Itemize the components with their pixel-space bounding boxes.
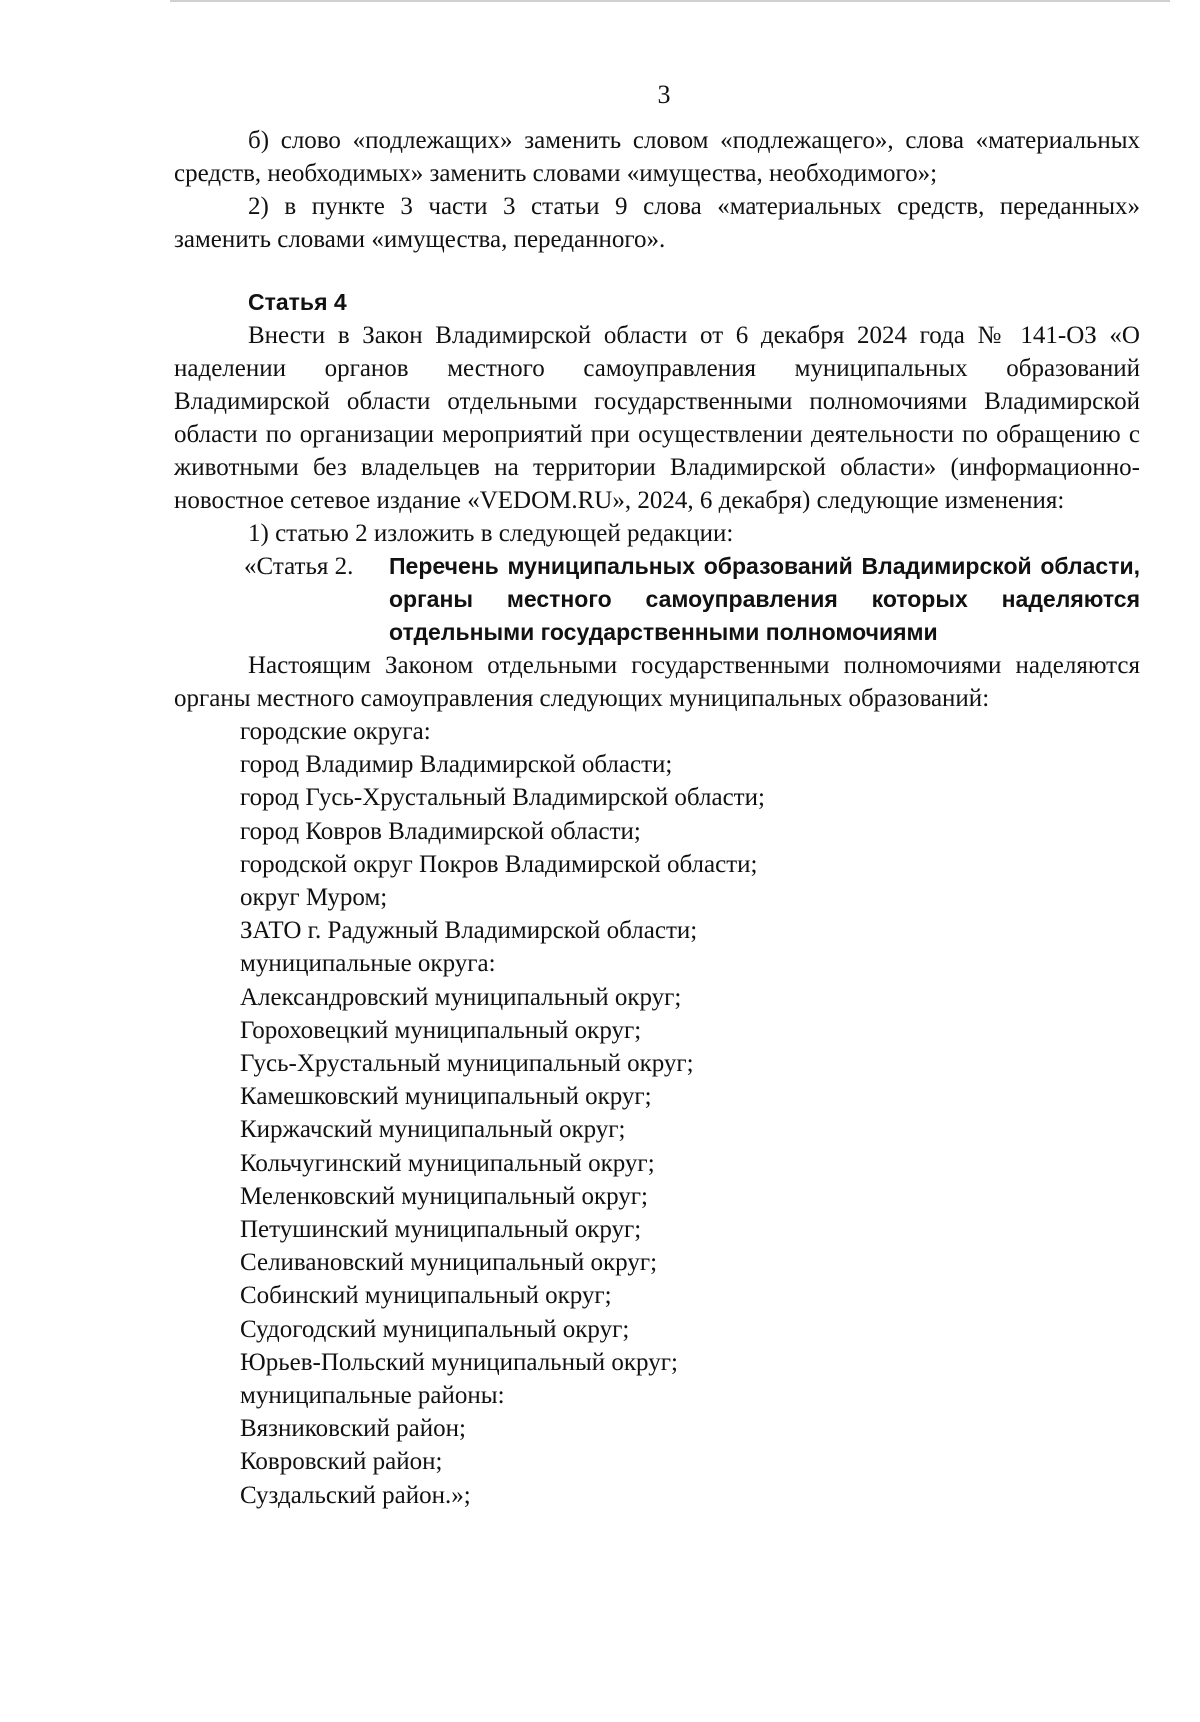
list-item: Петушинский муниципальный округ; xyxy=(240,1216,642,1244)
list-item: Гороховецкий муниципальный округ; xyxy=(240,1016,642,1044)
list-item: городской округ Покров Владимирской области; xyxy=(240,850,758,878)
list-item: Юрьев-Польский муниципальный округ; xyxy=(240,1348,678,1376)
list-item: Гусь-Хрустальный муниципальный округ; xyxy=(240,1050,694,1078)
list-item: Ковровский район; xyxy=(240,1448,443,1476)
municipalities-list xyxy=(174,715,1140,1512)
paragraph-2: 2) в пункте 3 части 3 статьи 9 слова «материальных средств, переданных» заменить словами «имущества, переданного». xyxy=(174,193,1140,253)
list-item: Собинский муниципальный округ; xyxy=(240,1282,612,1310)
list-item: Суздальский район.»; xyxy=(240,1481,471,1509)
list-item: муниципальные районы: xyxy=(240,1382,505,1410)
list-item: Меленковский муниципальный округ; xyxy=(240,1182,648,1210)
list-item: городские округа: xyxy=(240,718,431,745)
quoted-article-title: Перечень муниципальных образований Владимирской области, органы местного самоуправления которых наделяются отдельными государственными полномочиями xyxy=(389,553,1140,645)
list-item: Вязниковский район; xyxy=(240,1415,466,1443)
quoted-article-title-block xyxy=(174,550,1140,649)
list-item: округ Муром; xyxy=(240,884,388,912)
list-item: ЗАТО г. Радужный Владимирской области; xyxy=(240,917,698,945)
list-item: город Ковров Владимирской области; xyxy=(240,817,641,845)
quoted-article-body: Настоящим Законом отдельными государственными полномочиями наделяются органы местного самоуправления следующих муниципальных образований: xyxy=(174,652,1140,712)
page-number: 3 xyxy=(657,80,671,109)
list-item: Камешковский муниципальный округ; xyxy=(240,1083,652,1111)
spacer xyxy=(174,256,1140,286)
list-item: Александровский муниципальный округ; xyxy=(240,983,682,1011)
list-item: Судогодский муниципальный округ; xyxy=(240,1315,630,1343)
article-4-item-1: 1) статью 2 изложить в следующей редакции: xyxy=(248,520,734,547)
page-content xyxy=(174,78,1140,1512)
paragraph-b: б) слово «подлежащих» заменить словом «подлежащего», слова «материальных средств, необходимых» заменить словами «имущества, необходимого»; xyxy=(174,127,1140,187)
quoted-article-prefix: «Статья 2. xyxy=(244,553,354,580)
article-4-body: Внести в Закон Владимирской области от 6 декабря 2024 года № 141-ОЗ «О наделении органов местного самоуправления муниципальных образований Владимирской области отдельными государственными полномочиями Владимирской области по организации мероприятий при осуществлении деятельности по обращению с животными без владельцев на территории Владимирской области» (информационно-новостное сетевое издание «VEDOM.RU», 2024, 6 декабря) следующие изменения: xyxy=(174,322,1140,514)
list-item: Селивановский муниципальный округ; xyxy=(240,1249,658,1277)
scan-edge-line xyxy=(170,0,1170,2)
list-item: город Гусь-Хрустальный Владимирской области; xyxy=(240,784,765,812)
list-item: город Владимир Владимирской области; xyxy=(240,751,673,779)
list-item: Киржачский муниципальный округ; xyxy=(240,1116,626,1144)
article-4-heading: Статья 4 xyxy=(248,289,347,315)
list-item: Кольчугинский муниципальный округ; xyxy=(240,1149,655,1177)
list-item: муниципальные округа: xyxy=(240,950,496,978)
